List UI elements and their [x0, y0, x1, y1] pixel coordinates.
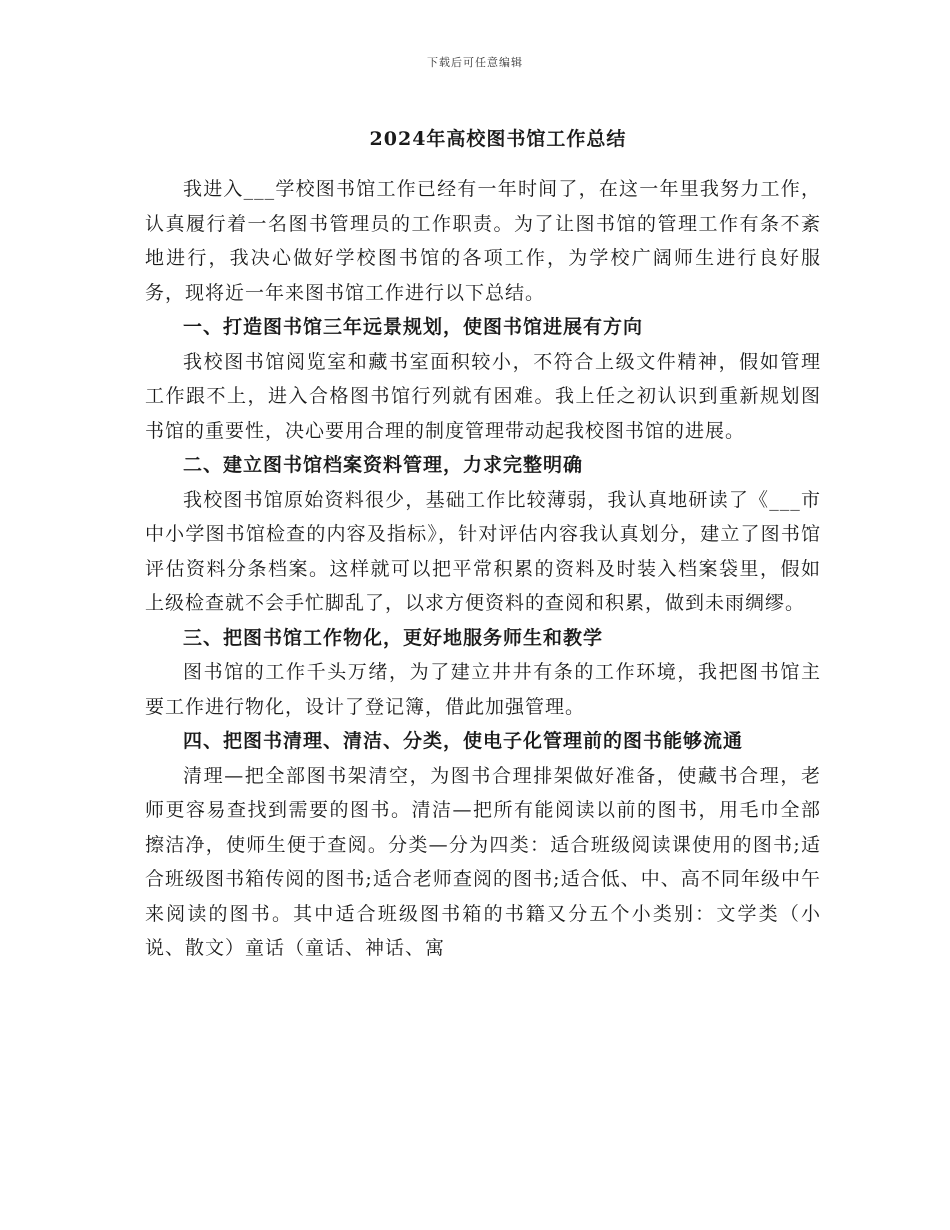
section-2-paragraph: 我校图书馆原始资料很少，基础工作比较薄弱，我认真地研读了《___市中小学图书馆检查的内容及指标》，针对评估内容我认真划分，建立了图书馆评估资料分条档案。这样就可以把平常积累的资料及时装入档案袋里，假如上级检查就不会手忙脚乱了，以求方便资料的查阅和积累，做到未雨绸缪。: [145, 488, 821, 614]
document-body: [145, 172, 821, 966]
page-header-note: 下载后可任意编辑: [427, 56, 523, 69]
section-4-paragraph: 清理—把全部图书架清空，为图书合理排架做好准备，使藏书合理，老师更容易查找到需要的图书。清洁—把所有能阅读以前的图书，用毛巾全部擦洁净，使师生便于查阅。分类—分为四类：适合班级阅读课使用的图书;适合班级图书箱传阅的图书;适合老师查阅的图书;适合低、中、高不同年级中午来阅读的图书。其中适合班级图书箱的书籍又分五个小类别：文学类（小说、散文）童话（童话、神话、寓: [145, 764, 821, 959]
section-3-paragraph: 图书馆的工作千头万绪，为了建立井井有条的工作环境，我把图书馆主要工作进行物化，设计了登记簿，借此加强管理。: [145, 661, 821, 718]
section-heading-3: 三、把图书馆工作物化，更好地服务师生和教学: [183, 626, 604, 649]
section-heading-4: 四、把图书清理、清洁、分类，使电子化管理前的图书能够流通: [183, 730, 744, 752]
section-heading-2: 二、建立图书馆档案资料管理，力求完整明确: [183, 454, 584, 476]
intro-paragraph: 我进入___学校图书馆工作已经有一年时间了，在这一年里我努力工作，认真履行着一名图书管理员的工作职责。为了让图书馆的管理工作有条不紊地进行，我决心做好学校图书馆的各项工作，为学校广阔师生进行良好服务，现将近一年来图书馆工作进行以下总结。: [145, 178, 821, 304]
section-heading-1: 一、打造图书馆三年远景规划，使图书馆进展有方向: [183, 316, 644, 338]
section-1-paragraph: 我校图书馆阅览室和藏书室面积较小，不符合上级文件精神，假如管理工作跟不上，进入合格图书馆行列就有困难。我上任之初认识到重新规划图书馆的重要性，决心要用合理的制度管理带动起我校图书馆的进展。: [145, 350, 821, 442]
document-title: 2024年高校图书馆工作总结: [369, 128, 627, 150]
